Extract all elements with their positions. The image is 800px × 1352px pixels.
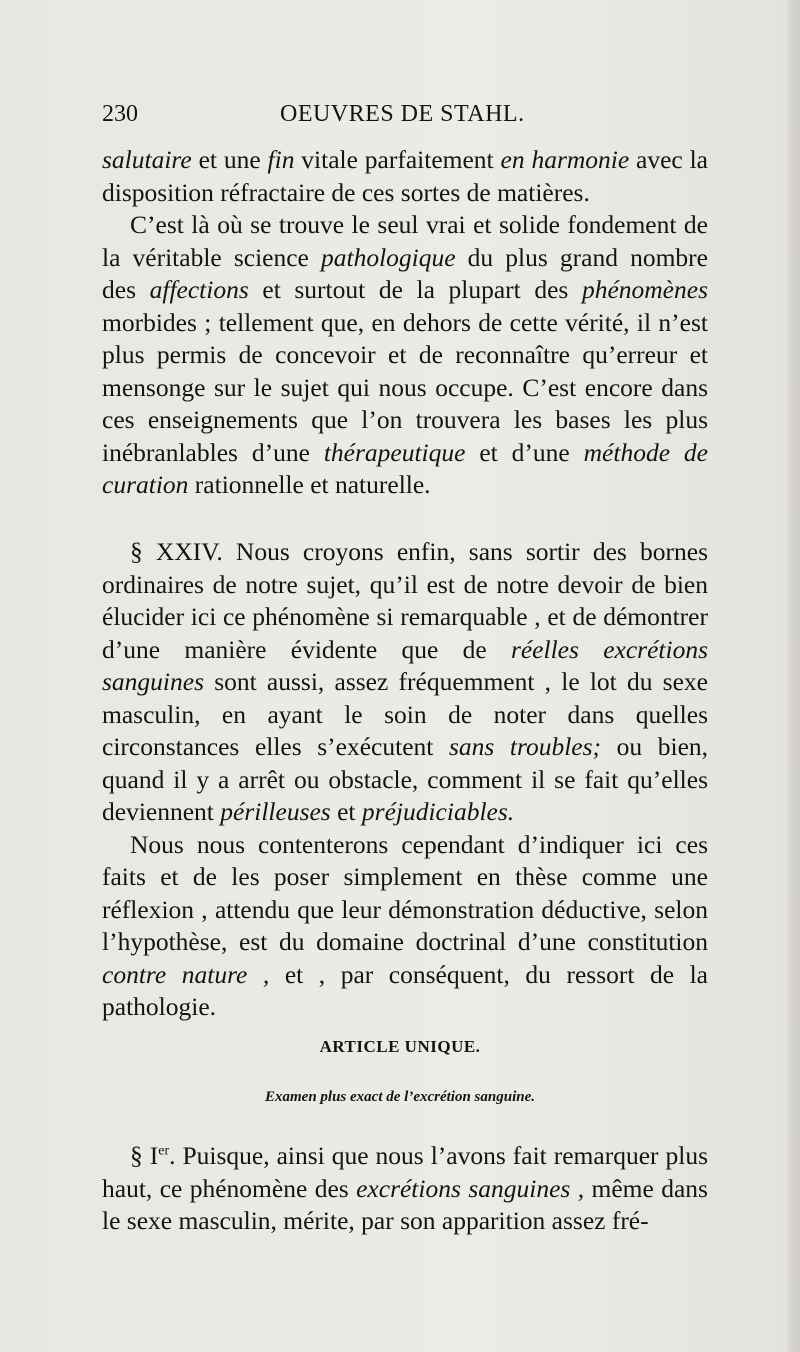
text-block-middle	[102, 536, 708, 1024]
running-title: OEUVRES DE STAHL.	[280, 101, 525, 127]
article-title: ARTICLE UNIQUE.	[319, 1037, 481, 1056]
text-block-top	[102, 144, 708, 502]
article-subtitle: Examen plus exact de l’excrétion sanguine.	[265, 1089, 535, 1105]
paragraph-1: salutaire et une fin vitale parfaitement en harmonie avec la disposition réfractaire de ces sortes de matières.	[102, 145, 709, 207]
paragraph-4: Nous nous contenterons cependant d’indiquer ici ces faits et de les poser simplement en thèse comme une réflexion , attendu que leur démonstration déductive, selon l’hypothèse, est du domaine doctrinal d’une constitution contre nature , et , par conséquent, du ressort de la pathologie.	[102, 829, 708, 1021]
page-number: 230	[102, 101, 138, 127]
paragraph-5: § Ier. Puisque, ainsi que nous l’avons fait remarquer plus haut, ce phénomène des excrétions sanguines , même dans le sexe masculin, mérite, par son apparition assez fré-	[102, 1141, 708, 1235]
running-head	[102, 96, 710, 132]
paragraph-3: § XXIV. Nous croyons enfin, sans sortir des bornes ordinaires de notre sujet, qu’il est de notre devoir de bien élucider ici ce phénomène si remarquable , et de démontrer d’une manière évidente que de réelles excrétions sanguines sont aussi, assez fréquemment , le lot du sexe masculin, en ayant le soin de noter dans quelles circonstances elles s’exécutent sans troubles; ou bien, quand il y a arrêt ou obstacle, comment il se fait qu’elles deviennent périlleuses et préjudiciables.	[102, 537, 709, 826]
page-edge	[788, 0, 800, 1352]
text-block-bottom	[102, 1140, 708, 1238]
paragraph-2: C’est là où se trouve le seul vrai et solide fondement de la véritable science pathologique du plus grand nombre des affections et surtout de la plupart des phénomènes morbides ; tellement que, en dehors de cette vérité, il n’est plus permis de concevoir et de reconnaître qu’erreur et mensonge sur le sujet qui nous occupe. C’est encore dans ces enseignements que l’on trouvera les bases les plus inébranlables d’une thérapeutique et d’une méthode de curation rationnelle et naturelle.	[102, 210, 708, 499]
